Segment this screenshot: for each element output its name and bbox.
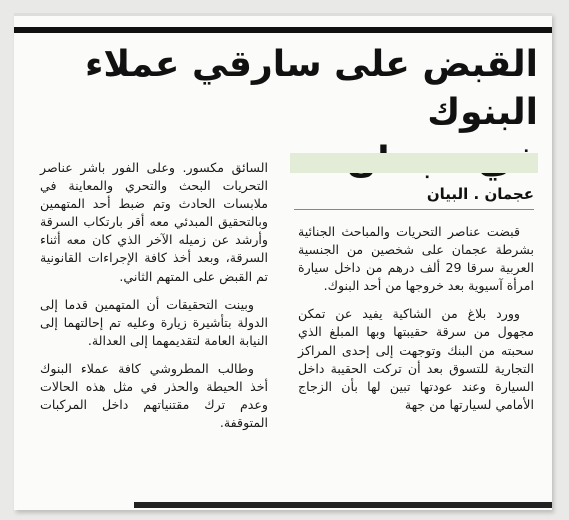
- newspaper-clipping: [14, 13, 552, 510]
- byline-rule: [294, 209, 534, 210]
- headline-line-1: القبض على سارقي عملاء البنوك: [85, 44, 538, 133]
- left-column: [40, 159, 268, 442]
- right-column: [298, 223, 534, 424]
- paragraph: السائق مكسور. وعلى الفور باشر عناصر التحريات البحث والتحري والمعاينة في ملابسات الحادث وتم ضبط أحد المتهمين وبالتحقيق المبدئي معه أقر بارتكاب السرقة وأرشد عن زميله الآخر الذي كان معه أثناء السرقة، وبعد أخذ كافة الإجراءات القانونية تم القبض على المتهم الثاني.: [40, 160, 268, 284]
- byline: عجمان . البيان: [426, 185, 534, 203]
- paragraph: وبينت التحقيقات أن المتهمين قدما إلى الدولة بتأشيرة زيارة وعليه تم إحالتهما إلى النيابة العامة لتقديمهما إلى العدالة.: [40, 296, 268, 348]
- scan-edge: [14, 13, 552, 16]
- paragraph: وورد بلاغ من الشاكية يفيد عن تمكن مجهول من سرقة حقيبتها وبها المبلغ الذي سحبته من البنك وتوجهت إلى إحدى المراكز التجارية للتسوق بعد أن تركت الحقيبة داخل السيارة وعند عودتها تبين لها بأن الزجاج الأمامي لسيارتها من جهة: [298, 306, 534, 412]
- paragraph: وطالب المطروشي كافة عملاء البنوك أخذ الحيطة والحذر في مثل هذه الحالات وعدم ترك مقتنياتهم داخل المركبات المتوقفة.: [40, 360, 268, 431]
- bottom-rule: [134, 502, 552, 508]
- top-rule: [14, 27, 552, 33]
- paragraph: قبضت عناصر التحريات والمباحث الجنائية بشرطة عجمان على شخصين من الجنسية العربية سرقا 29 ألف درهم من داخل سيارة امرأة آسيوية بعد خروجها من أحد البنوك.: [298, 224, 534, 294]
- faded-bleed-through: [290, 153, 538, 173]
